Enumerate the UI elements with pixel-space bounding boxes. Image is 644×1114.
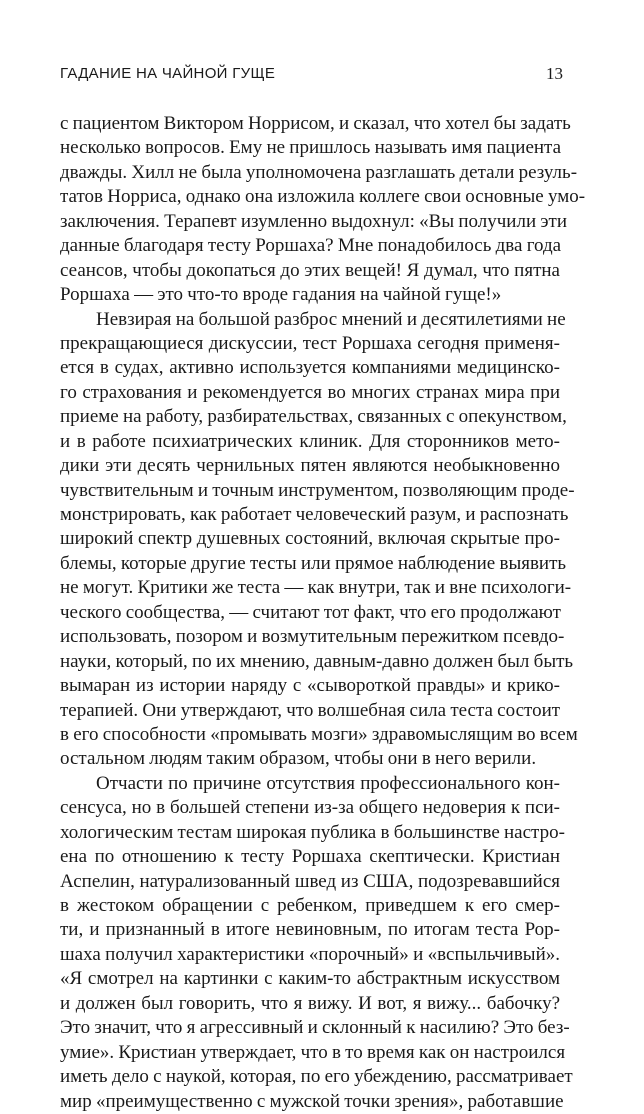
text-line: дважды. Хилл не была уполномочена разглашать детали резуль- [60, 161, 578, 183]
text-line: использовать, позором и возмутительным пережитком псевдо- [60, 626, 565, 648]
text-line: и в работе психиатрических клиник. Для сторонников мето- [60, 430, 560, 452]
text-line: ена по отношению к тесту Роршаха скептически. Кристиан [60, 846, 560, 868]
text-line: несколько вопросов. Ему не пришлось называть имя пациента [60, 137, 562, 159]
text-line: Невзирая на большой разброс мнений и десятилетиями не [96, 308, 566, 330]
text-line: сеансов, чтобы докопаться до этих вещей! Я думал, что пятна [60, 259, 560, 281]
text-line: науки, который, по их мнению, давным-давно должен был быть [60, 650, 574, 672]
text-line: мир «преимущественно с мужской точки зрения», работавшие [60, 1090, 564, 1112]
text-line: вымаран из истории наряду с «сывороткой правды» и крико- [60, 675, 560, 697]
text-line: ти, и признанный в итоге невиновным, по итогам теста Рор- [60, 919, 560, 941]
text-line: «Я смотрел на картинки с каким-то абстрактным искусством [60, 968, 560, 990]
running-head-title: ГАДАНИЕ НА ЧАЙНОЙ ГУЩЕ [60, 65, 276, 82]
text-line: чувствительным и точным инструментом, позволяющим проде- [60, 479, 575, 501]
text-line: Это значит, что я агрессивный и склонный к насилию? Это без- [60, 1017, 570, 1039]
running-head [60, 64, 563, 85]
text-line: данные благодаря тесту Роршаха? Мне понадобилось два года [60, 235, 562, 257]
text-line: умие». Кристиан утверждает, что в то время как он настроился [60, 1041, 566, 1063]
text-line: блемы, которые другие тесты или прямое наблюдение выявить [60, 552, 567, 574]
text-line: сенсуса, но в большей степени из-за общего недоверия к пси- [60, 797, 560, 819]
text-line: остальном людям таким образом, чтобы они в него верили. [60, 748, 537, 770]
text-line: го страхования и рекомендуется во многих странах мира при [60, 381, 560, 403]
text-line: приеме на работу, разбирательствах, связанных с опекунством, [60, 406, 567, 428]
text-line: в его способности «промывать мозги» здравомыслящим во всем [60, 723, 578, 745]
text-line: татов Норриса, однако она изложила коллеге свои основные умо- [60, 186, 586, 208]
body-text [60, 112, 586, 1114]
text-line: в жестоком обращении с ребенком, приведшем к его смер- [60, 895, 560, 916]
text-line: и должен был говорить, что я вижу. И вот, я вижу... бабочку? [60, 992, 560, 1014]
paragraph [60, 772, 573, 1114]
text-line: Аспелин, натурализованный швед из США, подозревавшийся [60, 870, 560, 892]
text-line: заключения. Терапевт изумленно выдохнул: «Вы получили эти [60, 210, 567, 232]
text-line: ческого сообщества, — считают тот факт, что его продолжают [60, 601, 561, 623]
text-line: прекращающиеся дискуссии, тест Роршаха сегодня применя- [60, 332, 560, 354]
text-line: иметь дело с наукой, которая, по его убеждению, рассматривает [60, 1066, 573, 1088]
paragraph [60, 112, 586, 308]
text-line: широкий спектр душевных состояний, включая скрытые про- [60, 528, 560, 550]
text-line: Роршаха — это что-то вроде гадания на чайной гуще!» [60, 284, 502, 306]
text-line: шаха получил характеристики «порочный» и «вспыльчивый». [60, 943, 560, 965]
page-number: 13 [546, 64, 563, 83]
text-line: монстрировать, как работает человеческий разум, и распознать [60, 504, 569, 525]
text-line: ется в судах, активно используется компаниями медицинско- [60, 357, 560, 379]
text-line: не могут. Критики же теста — как внутри, так и вне психологи- [60, 577, 572, 599]
text-line: терапией. Они утверждают, что волшебная сила теста состоит [60, 699, 561, 721]
text-line: дики эти десять чернильных пятен являются необыкновенно [60, 455, 560, 477]
text-line: с пациентом Виктором Норрисом, и сказал, что хотел бы задать [60, 113, 571, 134]
text-line: хологическим тестам широкая публика в большинстве настро- [60, 821, 565, 843]
paragraph [60, 308, 578, 772]
text-line: Отчасти по причине отсутствия профессионального кон- [96, 772, 560, 794]
